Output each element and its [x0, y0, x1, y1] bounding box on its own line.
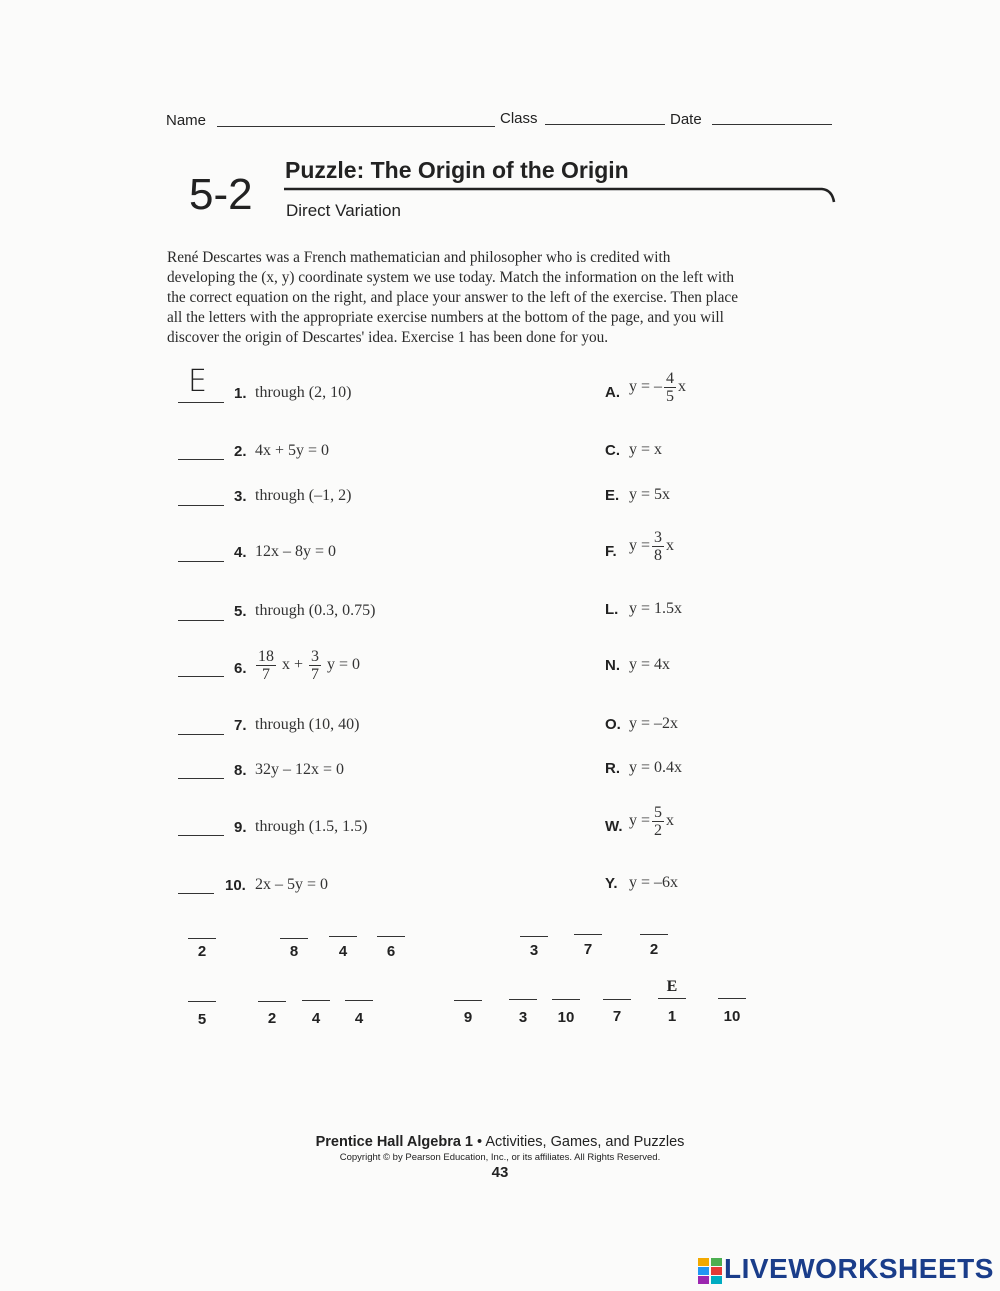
answer-equation: y = 5x [629, 486, 671, 503]
answer-letter: E. [605, 487, 620, 504]
expression-part: x [666, 537, 675, 555]
denominator: 5 [666, 388, 675, 405]
fraction [652, 529, 664, 564]
code-number: 2 [267, 1010, 277, 1027]
footer-series: Activities, Games, and Puzzles [485, 1134, 685, 1150]
answer-letter: L. [605, 601, 619, 618]
numerator: 3 [311, 648, 320, 665]
answer-letter: C. [605, 442, 620, 459]
footer-book: Prentice Hall Algebra 1 [315, 1134, 473, 1150]
exercise-text: through (2, 10) [255, 384, 352, 401]
denominator: 7 [262, 666, 270, 683]
code-number: 10 [723, 1008, 741, 1025]
code-number: 9 [463, 1009, 473, 1026]
code-blank[interactable] [509, 999, 537, 1000]
class-label: Class [500, 110, 538, 127]
expression-part: y = – [629, 378, 663, 396]
numerator: 3 [654, 529, 663, 546]
intro-paragraph [167, 248, 807, 348]
expression-part: y = [629, 812, 651, 830]
intro-line: discover the origin of Descartes' idea. Exercise 1 has been done for you. [167, 329, 609, 346]
code-number: 3 [518, 1009, 528, 1026]
exercise-text: 2x – 5y = 0 [255, 876, 329, 893]
answer-letter: O. [605, 716, 621, 733]
code-blank[interactable] [603, 999, 631, 1000]
fraction [652, 804, 664, 839]
exercise-number: 8. [234, 762, 247, 779]
answer-letter: F. [605, 543, 617, 560]
exercise-number: 10. [225, 877, 246, 894]
numerator: 18 [258, 648, 274, 665]
answer-letter: A. [605, 384, 620, 401]
code-number: 2 [197, 943, 207, 960]
footer-copyright: Copyright © by Pearson Education, Inc., or its affiliates. All Rights Reserved. [339, 1152, 661, 1163]
expression-part: x + [282, 656, 304, 674]
exercise-number: 9. [234, 819, 247, 836]
code-blank[interactable] [188, 938, 216, 939]
code-blank[interactable] [345, 1000, 373, 1001]
answer-letter: N. [605, 657, 620, 674]
exercise-text: through (1.5, 1.5) [255, 818, 368, 835]
exercise-text: through (–1, 2) [255, 487, 352, 504]
exercise-text: 4x + 5y = 0 [255, 442, 330, 459]
name-label: Name [166, 112, 207, 129]
answer-blank[interactable] [178, 561, 224, 562]
code-blank[interactable] [329, 936, 357, 937]
code-number: 7 [612, 1008, 622, 1025]
page-subtitle: Direct Variation [286, 201, 401, 220]
lesson-number: 5-2 [189, 170, 253, 219]
answer-blank[interactable] [178, 505, 224, 506]
exercise-number: 7. [234, 717, 247, 734]
answer-letter: Y. [605, 875, 618, 892]
answer-letter: R. [605, 760, 620, 777]
answer-blank[interactable] [178, 459, 224, 460]
code-number: 3 [529, 942, 539, 959]
code-number: 4 [338, 943, 348, 960]
expression-part: x [678, 378, 687, 396]
answer-blank[interactable] [178, 734, 224, 735]
code-blank[interactable] [377, 936, 405, 937]
exercise-text [254, 648, 360, 683]
code-number: 2 [649, 941, 659, 958]
code-blank[interactable] [552, 999, 580, 1000]
code-blank[interactable] [520, 936, 548, 937]
expression-part: x [666, 812, 675, 830]
name-field-line[interactable] [217, 126, 495, 127]
answer-blank[interactable] [178, 778, 224, 779]
exercise-text: 12x – 8y = 0 [255, 543, 337, 560]
code-number: 1 [667, 1008, 677, 1025]
answer-blank[interactable] [178, 676, 224, 677]
fraction [664, 370, 676, 405]
answer-blank[interactable] [178, 893, 214, 894]
code-number: 4 [311, 1010, 321, 1027]
exercise-number: 4. [234, 544, 247, 561]
code-blank[interactable] [718, 998, 746, 999]
denominator: 7 [311, 666, 320, 683]
footer-page-number: 43 [491, 1164, 509, 1181]
answer-equation [629, 529, 674, 564]
answer-blank[interactable] [178, 620, 224, 621]
answer-blank[interactable] [178, 402, 224, 403]
answer-blank[interactable] [178, 835, 224, 836]
intro-line: the correct equation on the right, and place your answer to the left of the exercise. Then place [167, 289, 738, 306]
exercise-number: 2. [234, 443, 247, 460]
code-number: 6 [386, 943, 396, 960]
exercise-text: 32y – 12x = 0 [255, 761, 345, 778]
footer-bullet: • [477, 1134, 483, 1150]
code-blank[interactable] [188, 1001, 216, 1002]
exercise-number: 6. [234, 660, 247, 677]
liveworksheets-brand[interactable]: LIVEWORKSHEETS [724, 1253, 994, 1284]
code-blank[interactable] [640, 934, 668, 935]
code-blank[interactable] [574, 934, 602, 935]
code-blank[interactable] [658, 998, 686, 999]
code-number: 8 [289, 943, 299, 960]
exercise-number: 3. [234, 488, 247, 505]
answer-equation: y = 0.4x [629, 759, 683, 776]
exercise-text: through (0.3, 0.75) [255, 602, 376, 619]
numerator: 4 [666, 370, 675, 387]
date-label: Date [670, 111, 702, 128]
exercise-text: through (10, 40) [255, 716, 360, 733]
code-blank[interactable] [258, 1001, 286, 1002]
code-blank[interactable] [302, 1000, 330, 1001]
expression-part: y = 0 [327, 656, 361, 674]
expression-part: y = [629, 537, 651, 555]
code-number: 10 [557, 1009, 575, 1026]
exercise-number: 5. [234, 603, 247, 620]
code-blank[interactable] [454, 1000, 482, 1001]
code-number: 7 [583, 941, 593, 958]
liveworksheets-logo-icon [698, 1258, 722, 1284]
denominator: 2 [654, 822, 663, 839]
answer-equation: y = 4x [629, 656, 671, 673]
answer-equation: y = –2x [629, 715, 679, 732]
answer-equation: y = 1.5x [629, 600, 683, 617]
date-field-line[interactable] [712, 124, 832, 125]
numerator: 5 [654, 804, 663, 821]
intro-line: René Descartes was a French mathematician and philosopher who is credited with [167, 249, 671, 266]
fraction [256, 648, 276, 683]
answer-letter: W. [605, 818, 623, 835]
code-blank[interactable] [280, 938, 308, 939]
intro-line: developing the (x, y) coordinate system we use today. Match the information on the left with [167, 269, 734, 286]
footer-book-line [0, 1134, 1000, 1150]
page-title: Puzzle: The Origin of the Origin [285, 157, 629, 183]
exercise-number: 1. [234, 385, 247, 402]
code-filled-letter: E [666, 978, 678, 995]
fraction [309, 648, 321, 683]
answer-equation [629, 370, 686, 405]
class-field-line[interactable] [545, 124, 665, 125]
handwritten-answer: E [188, 364, 207, 399]
code-number: 4 [354, 1010, 364, 1027]
answer-equation [629, 804, 674, 839]
answer-equation: y = –6x [629, 874, 679, 891]
code-number: 5 [197, 1011, 207, 1028]
intro-line: all the letters with the appropriate exercise numbers at the bottom of the page, and you will [167, 309, 724, 326]
answer-equation: y = x [629, 441, 663, 458]
denominator: 8 [654, 547, 663, 564]
